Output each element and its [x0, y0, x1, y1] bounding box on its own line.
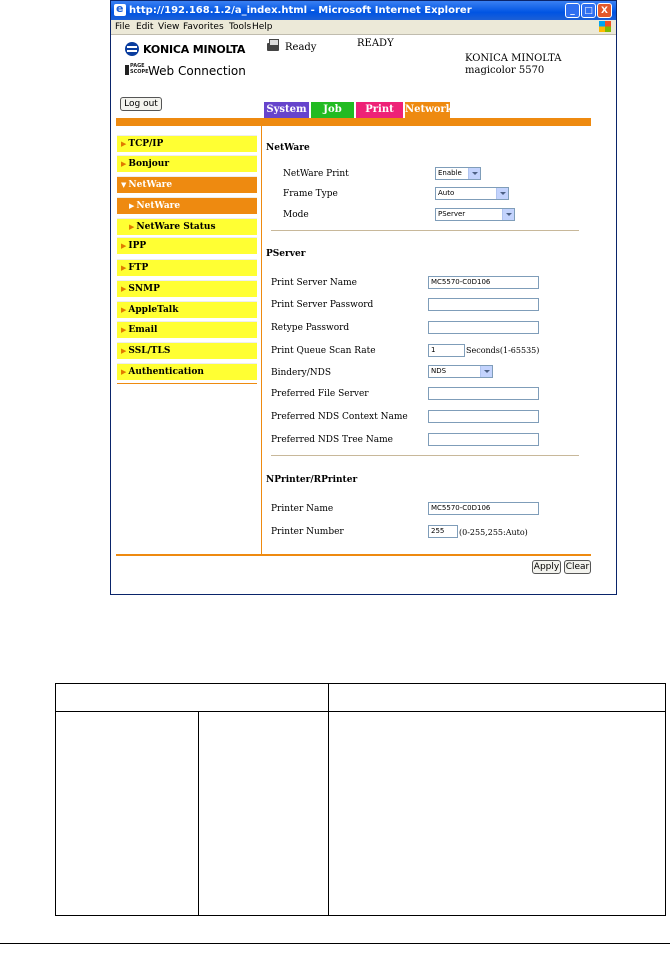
scan-rate-input[interactable]: 1 [428, 344, 465, 357]
minimize-button[interactable]: _ [565, 3, 580, 18]
nprinter-heading: NPrinter/RPrinter [266, 475, 358, 485]
apply-button[interactable]: Apply [533, 562, 560, 572]
menu-file[interactable]: File [115, 22, 131, 32]
table-header-divider [56, 711, 665, 712]
konica-minolta-logo-icon [125, 42, 139, 56]
tab-print[interactable]: Print [356, 102, 403, 118]
sidebar-item-label: AppleTalk [128, 305, 179, 315]
menu-tools[interactable]: Tools [229, 22, 252, 32]
close-button[interactable]: X [597, 3, 612, 18]
nds-context-label: Preferred NDS Context Name [271, 412, 408, 422]
sidebar-item-label: TCP/IP [128, 139, 164, 149]
status-icon-label: Ready [285, 42, 317, 53]
brand-logo-text: KONICA MINOLTA [143, 43, 246, 56]
menu-view[interactable]: View [158, 22, 180, 32]
frame-type-value: Auto [438, 189, 455, 197]
chevron-down-icon [468, 168, 480, 179]
nds-tree-input[interactable] [428, 433, 539, 446]
server-name-input[interactable]: MC5570-C0D106 [428, 276, 539, 289]
ie-icon [114, 4, 126, 16]
sidebar-item-label: Email [128, 325, 158, 335]
pserver-heading: PServer [266, 249, 306, 259]
sidebar-item-label: NetWare [128, 180, 173, 190]
chevron-down-icon [496, 188, 508, 199]
sidebar-item-label: Authentication [128, 367, 204, 377]
mode-select[interactable] [435, 208, 515, 221]
netware-print-select[interactable] [435, 167, 481, 180]
table-subcolumn-divider [198, 711, 199, 915]
model-name: magicolor 5570 [465, 65, 545, 76]
page-footer-rule [0, 943, 670, 944]
document-table [55, 683, 666, 916]
retype-password-label: Retype Password [271, 323, 350, 333]
scan-rate-label: Print Queue Scan Rate [271, 346, 376, 356]
sidebar-item-appletalk[interactable]: ▶ AppleTalk [117, 301, 257, 318]
status-text: READY [357, 38, 394, 49]
sidebar-item-label: NetWare [136, 201, 181, 211]
server-password-label: Print Server Password [271, 300, 374, 310]
menu-bar [111, 20, 616, 35]
sidebar-item-label: FTP [128, 263, 149, 273]
sidebar-item-bonjour[interactable]: ▶ Bonjour [117, 155, 257, 172]
nds-tree-label: Preferred NDS Tree Name [271, 435, 393, 445]
menu-help[interactable]: Help [252, 22, 273, 32]
printer-number-input[interactable]: 255 [428, 525, 458, 538]
title-bar [111, 1, 616, 20]
sidebar-item-netware[interactable]: ▼ NetWare [117, 176, 257, 193]
menu-edit[interactable]: Edit [136, 22, 154, 32]
server-name-label: Print Server Name [271, 278, 357, 288]
printer-name-input[interactable]: MC5570-C0D106 [428, 502, 539, 515]
mode-label: Mode [283, 210, 309, 220]
sidebar-item-snmp[interactable]: ▶ SNMP [117, 280, 257, 297]
section-divider [271, 455, 579, 456]
printer-name-label: Printer Name [271, 504, 334, 514]
sidebar-subitem-netware-status[interactable]: ▶ NetWare Status [117, 218, 257, 235]
content-divider [261, 126, 262, 554]
sidebar-item-ftp[interactable]: ▶ FTP [117, 259, 257, 276]
pagescope-small-text: PAGE SCOPE [130, 63, 149, 75]
table-column-divider [328, 684, 329, 915]
netware-print-value: Enable [438, 169, 462, 177]
printer-status-icon [265, 38, 281, 54]
file-server-label: Preferred File Server [271, 389, 369, 399]
browser-window [110, 0, 617, 595]
bindery-nds-value: NDS [431, 367, 447, 375]
netware-heading: NetWare [266, 143, 310, 153]
netware-print-label: NetWare Print [283, 169, 349, 179]
sidebar-item-authentication[interactable]: ▶ Authentication [117, 363, 257, 380]
sidebar-item-tcpip[interactable]: ▶ TCP/IP [117, 135, 257, 152]
chevron-down-icon [502, 209, 514, 220]
footer-divider [116, 554, 591, 556]
frame-type-label: Frame Type [283, 189, 338, 199]
scan-rate-unit: Seconds(1-65535) [466, 346, 540, 355]
header-divider [116, 118, 591, 126]
frame-type-select[interactable] [435, 187, 509, 200]
vendor-name: KONICA MINOLTA [465, 53, 562, 64]
mode-value: PServer [438, 210, 466, 218]
retype-password-input[interactable] [428, 321, 539, 334]
sidebar-item-ipp[interactable]: ▶ IPP [117, 237, 257, 254]
file-server-input[interactable] [428, 387, 539, 400]
pagescope-title: Web Connection [148, 64, 246, 78]
tab-network[interactable]: Network [405, 102, 450, 118]
sidebar-item-label: NetWare Status [136, 222, 216, 232]
sidebar-item-ssltls[interactable]: ▶ SSL/TLS [117, 342, 257, 359]
menu-favorites[interactable]: Favorites [183, 22, 224, 32]
section-divider [271, 230, 579, 231]
printer-number-unit: (0-255,255:Auto) [459, 528, 528, 537]
nds-context-input[interactable] [428, 410, 539, 423]
clear-button[interactable]: Clear [565, 562, 590, 572]
chevron-down-icon [480, 366, 492, 377]
sidebar-item-label: Bonjour [128, 159, 170, 169]
pagescope-logo-icon [125, 63, 149, 77]
sidebar-item-label: SSL/TLS [128, 346, 171, 356]
maximize-button[interactable]: □ [581, 3, 596, 18]
sidebar-item-label: SNMP [128, 284, 160, 294]
tab-system[interactable]: System [264, 102, 309, 118]
logout-button[interactable]: Log out [120, 97, 162, 111]
window-title: http://192.168.1.2/a_index.html - Microsoft Internet Explorer [129, 5, 472, 16]
sidebar-subitem-netware[interactable]: ▶ NetWare [117, 197, 257, 214]
bindery-nds-label: Bindery/NDS [271, 368, 332, 378]
sidebar-item-label: IPP [128, 241, 147, 251]
sidebar-divider [117, 383, 257, 384]
bindery-nds-select[interactable] [428, 365, 493, 378]
tab-job[interactable]: Job [311, 102, 354, 118]
windows-logo-icon [599, 21, 611, 32]
sidebar-item-email[interactable]: ▶ Email [117, 321, 257, 338]
server-password-input[interactable] [428, 298, 539, 311]
printer-number-label: Printer Number [271, 527, 344, 537]
